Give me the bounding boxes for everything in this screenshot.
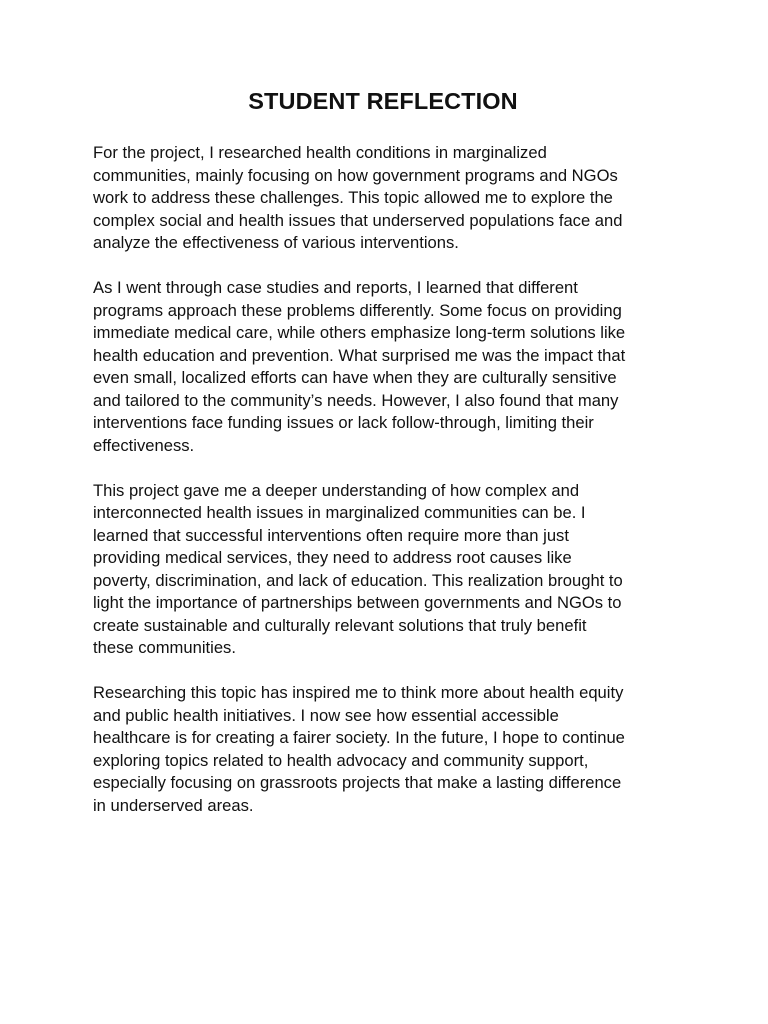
document-title: STUDENT REFLECTION [248, 88, 518, 114]
text-line: For the project, I researched health conditions in marginalized [93, 143, 547, 162]
paragraph [93, 142, 693, 255]
document-body [93, 142, 693, 840]
text-line: immediate medical care, while others emphasize long-term solutions like [93, 323, 626, 342]
text-line: learned that successful interventions often require more than just [93, 525, 569, 545]
text-line: effectiveness. [93, 435, 195, 455]
text-line: healthcare is for creating a fairer society. In the future, I hope to continue [93, 728, 625, 747]
text-line: especially focusing on grassroots projects that make a lasting difference [93, 773, 622, 792]
text-line: exploring topics related to health advocacy and community support, [93, 750, 589, 770]
text-line: create sustainable and culturally relevant solutions that truly benefit [93, 615, 587, 635]
text-line: providing medical services, they need to address root causes like [93, 548, 572, 567]
text-line: and tailored to the community’s needs. However, I also found that many [93, 390, 619, 410]
text-line: complex social and health issues that underserved populations face and [93, 210, 623, 230]
text-line: poverty, discrimination, and lack of education. This realization brought to [93, 570, 623, 590]
text-line: As I went through case studies and reports, I learned that different [93, 278, 578, 297]
text-line: health education and prevention. What surprised me was the impact that [93, 345, 626, 365]
paragraph [93, 480, 693, 660]
text-line: in underserved areas. [93, 795, 254, 815]
text-line: interventions face funding issues or lack follow-through, limiting their [93, 413, 594, 432]
text-line: even small, localized efforts can have when they are culturally sensitive [93, 368, 617, 387]
text-line: and public health initiatives. I now see how essential accessible [93, 705, 559, 725]
text-line: interconnected health issues in marginalized communities can be. I [93, 503, 586, 522]
text-line: This project gave me a deeper understanding of how complex and [93, 480, 580, 500]
text-line: programs approach these problems differently. Some focus on providing [93, 300, 622, 320]
text-line: light the importance of partnerships between governments and NGOs to [93, 593, 622, 612]
text-line: Researching this topic has inspired me to think more about health equity [93, 683, 624, 702]
text-line: analyze the effectiveness of various interventions. [93, 233, 459, 252]
paragraph [93, 682, 693, 817]
text-line: these communities. [93, 638, 236, 657]
paragraph [93, 277, 693, 457]
text-line: work to address these challenges. This topic allowed me to explore the [93, 188, 613, 207]
text-line: communities, mainly focusing on how government programs and NGOs [93, 165, 618, 185]
